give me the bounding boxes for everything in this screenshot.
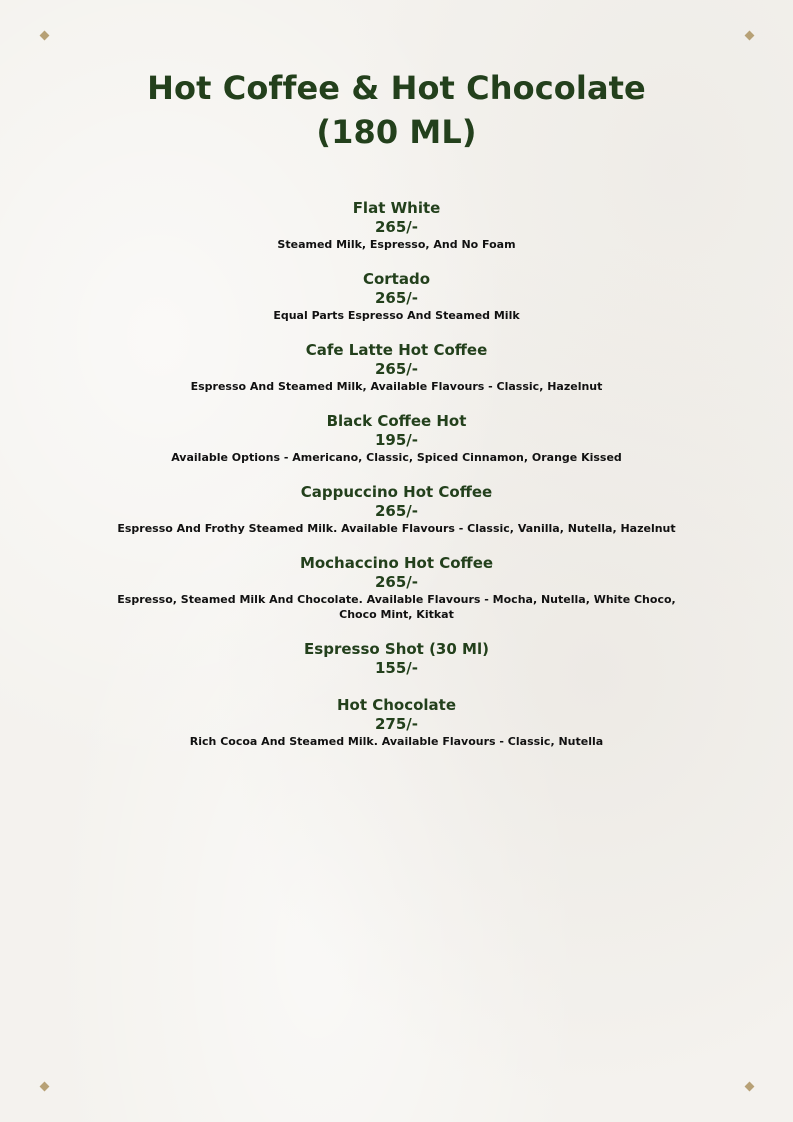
menu-item-description: Espresso And Frothy Steamed Milk. Available Flavours - Classic, Vanilla, Nutella, Hazelnut (117, 522, 676, 535)
menu-item (0, 553, 793, 622)
menu-item-name: Flat White (352, 199, 441, 217)
menu-item (0, 639, 793, 678)
menu-item-price: 265/- (374, 218, 418, 236)
menu-item-description: Equal Parts Espresso And Steamed Milk (273, 309, 520, 322)
menu-item-price: 275/- (374, 715, 418, 733)
menu-item-name: Black Coffee Hot (326, 412, 467, 430)
menu-item-description: Rich Cocoa And Steamed Milk. Available Flavours - Classic, Nutella (189, 735, 604, 748)
diamond-ornament-icon (40, 31, 50, 41)
menu-item-price: 265/- (374, 289, 418, 307)
menu-item-name: Cafe Latte Hot Coffee (305, 341, 488, 359)
menu-item (0, 198, 793, 252)
menu-item-description: Steamed Milk, Espresso, And No Foam (277, 238, 516, 251)
menu-item (0, 411, 793, 465)
menu-item-price: 195/- (374, 431, 418, 449)
menu-item-description: Espresso, Steamed Milk And Chocolate. Available Flavours - Mocha, Nutella, White Choco, (117, 593, 676, 606)
menu-item-description: Available Options - Americano, Classic, Spiced Cinnamon, Orange Kissed (171, 451, 622, 464)
menu-item-description: Espresso And Steamed Milk, Available Flavours - Classic, Hazelnut (190, 380, 603, 393)
menu-item-price: 265/- (374, 502, 418, 520)
menu-list (0, 198, 793, 766)
menu-item (0, 695, 793, 749)
menu-item (0, 269, 793, 323)
diamond-ornament-icon (745, 1082, 755, 1092)
page-title (0, 66, 793, 154)
page-title-line-2: (180 ML) (316, 113, 477, 151)
menu-item-name: Mochaccino Hot Coffee (299, 554, 494, 572)
menu-item-name: Hot Chocolate (336, 696, 457, 714)
menu-item (0, 482, 793, 536)
page-title-line-1: Hot Coffee & Hot Chocolate (147, 69, 646, 107)
diamond-ornament-icon (40, 1082, 50, 1092)
menu-item-price: 265/- (374, 573, 418, 591)
menu-item-price: 155/- (374, 659, 418, 677)
menu-item-name: Cappuccino Hot Coffee (300, 483, 493, 501)
diamond-ornament-icon (745, 31, 755, 41)
menu-item-price: 265/- (374, 360, 418, 378)
menu-item (0, 340, 793, 394)
menu-item-name: Espresso Shot (30 Ml) (304, 640, 489, 658)
menu-item-name: Cortado (362, 270, 431, 288)
menu-item-description-continued: Choco Mint, Kitkat (339, 608, 454, 621)
